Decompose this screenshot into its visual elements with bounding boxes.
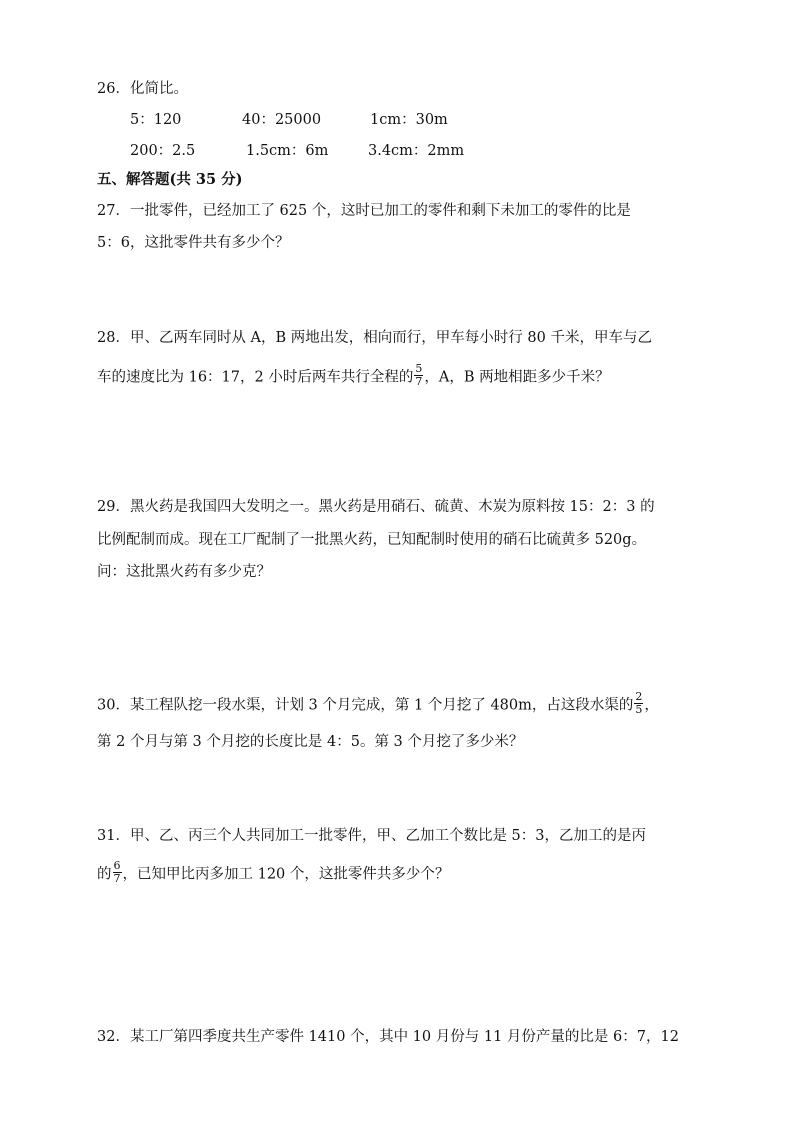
q29-line-1: 29．黑火药是我国四大发明之一。黑火药是用硝石、硫黄、木炭为原料按 15：2：3 的 <box>97 499 655 515</box>
q26-item-2: 40：25000 <box>242 112 322 128</box>
q27-line-1: 27．一批零件，已经加工了 625 个，这时已加工的零件和剩下未加工的零件的比是 <box>97 203 631 219</box>
q26-item-5: 1.5cm：6m <box>246 143 329 159</box>
q28-text-after: ，A，B 两地相距多少千米？ <box>424 369 610 386</box>
q26-row1 <box>130 110 448 130</box>
q28-frac-den: 7 <box>415 375 423 388</box>
q31-line-2 <box>97 859 450 887</box>
q27-line-2: 5：6，这批零件共有多少个？ <box>97 235 290 251</box>
q26-title: 26．化简比。 <box>97 81 188 97</box>
q26-item-4: 200：2.5 <box>130 143 196 159</box>
q29-line-2: 比例配制而成。现在工厂配制了一批黑火药，已知配制时使用的硝石比硫黄多 520g。 <box>97 532 647 548</box>
q28-frac-num: 5 <box>415 362 423 375</box>
q30-line-1 <box>97 690 659 718</box>
q30-text-before: 30．某工程队挖一段水渠，计划 3 个月完成，第 1 个月挖了 480m，占这段水渠的 <box>97 697 634 714</box>
q31-frac-num: 6 <box>113 859 121 872</box>
q31-frac-den: 7 <box>113 872 121 885</box>
q26-item-3: 1cm：30m <box>370 112 448 128</box>
q30-text-after: ， <box>644 697 659 714</box>
q26-item-6: 3.4cm：2mm <box>368 143 465 159</box>
q29-line-3: 问：这批黑火药有多少克？ <box>97 564 271 580</box>
q32-line-1: 32．某工厂第四季度共生产零件 1410 个，其中 10 月份与 11 月份产量的比是 6：7，12 <box>97 1029 679 1045</box>
q26-item-1: 5：120 <box>130 112 182 128</box>
q31-fraction <box>113 860 122 885</box>
q30-frac-num: 2 <box>635 690 643 703</box>
q30-frac-den: 5 <box>635 703 643 716</box>
q31-line-1: 31．甲、乙、丙三个人共同加工一批零件，甲、乙加工个数比是 5：3，乙加工的是丙 <box>97 828 647 844</box>
section-heading: 五、解答题(共 35 分) <box>97 171 243 188</box>
q31-text-after: ，已知甲比丙多加工 120 个，这批零件共多少个？ <box>122 866 450 883</box>
q30-fraction <box>634 691 643 716</box>
q28-line-1: 28．甲、乙两车同时从 A，B 两地出发，相向而行，甲车每小时行 80 千米，甲车与乙 <box>97 330 652 346</box>
q28-fraction <box>414 363 423 388</box>
q28-line-2 <box>97 362 610 390</box>
q26-row2 <box>130 141 464 161</box>
q31-text-before: 的 <box>97 866 112 883</box>
q28-text-before: 车的速度比为 16：17，2 小时后两车共行全程的 <box>97 369 414 386</box>
q30-line-2: 第 2 个月与第 3 个月挖的长度比是 4：5。第 3 个月挖了多少米？ <box>97 734 524 750</box>
